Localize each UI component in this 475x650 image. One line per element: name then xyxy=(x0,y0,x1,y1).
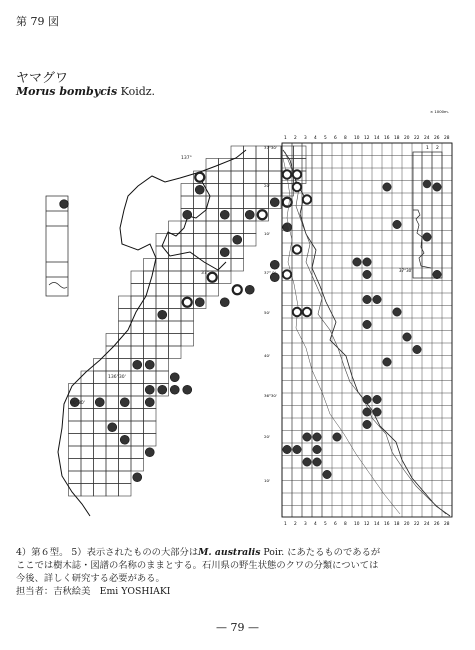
profile-tick: 5 xyxy=(324,522,327,527)
map-cell xyxy=(106,446,119,459)
map-filled-dot xyxy=(133,360,142,369)
inset-tick: 2 xyxy=(436,146,439,151)
profile-filled-dot xyxy=(423,233,431,241)
map-cell xyxy=(144,334,157,347)
map-cell xyxy=(231,209,244,222)
map-cell xyxy=(131,409,144,422)
profile-filled-dot xyxy=(303,458,311,466)
map-cell xyxy=(269,159,282,172)
footnote-line-3: 今後、詳しく研究する必要がある。 xyxy=(16,573,165,584)
map-filled-dot xyxy=(145,448,154,457)
profile-lat-label: 36°30' xyxy=(264,393,277,398)
map-cell xyxy=(119,309,132,322)
map-cell xyxy=(131,384,144,397)
map-filled-dot xyxy=(158,310,167,319)
map-cell xyxy=(156,334,169,347)
footnote xyxy=(16,546,461,598)
profile-tick: 5 xyxy=(324,136,327,141)
map-cell xyxy=(106,359,119,372)
map-cell xyxy=(94,471,107,484)
map-cell xyxy=(131,421,144,434)
map-cell xyxy=(81,446,94,459)
map-cell xyxy=(131,321,144,334)
map-cell xyxy=(181,196,194,209)
profile-tick: 12 xyxy=(364,522,370,527)
profile-tick: 4 xyxy=(314,136,317,141)
meridian-label: 136°30' xyxy=(108,375,126,380)
map-filled-dot xyxy=(220,298,229,307)
map-cell xyxy=(156,271,169,284)
map-cell xyxy=(106,434,119,447)
map-cell xyxy=(219,259,232,272)
map-filled-dot xyxy=(120,435,129,444)
map-cell xyxy=(81,421,94,434)
map-open-dot xyxy=(233,285,242,294)
profile-tick: 14 xyxy=(374,136,380,141)
profile-tick: 8 xyxy=(344,136,347,141)
map-filled-dot xyxy=(170,373,179,382)
map-cell xyxy=(194,196,207,209)
profile-filled-dot xyxy=(373,395,381,403)
map-cell xyxy=(144,434,157,447)
map-cell xyxy=(94,446,107,459)
map-cell xyxy=(169,259,182,272)
profile-filled-dot xyxy=(363,270,371,278)
map-cell xyxy=(194,259,207,272)
profile-filled-dot xyxy=(363,408,371,416)
profile-filled-dot xyxy=(313,445,321,453)
map-cell xyxy=(231,221,244,234)
map-cell xyxy=(156,259,169,272)
map-cell xyxy=(194,246,207,259)
species-japanese-name: ヤマグワ xyxy=(16,71,69,86)
profile-filled-dot xyxy=(363,295,371,303)
map-cell xyxy=(69,471,82,484)
map-cell xyxy=(144,309,157,322)
map-filled-dot xyxy=(95,398,104,407)
profile-tick: 24 xyxy=(424,136,430,141)
map-filled-dot xyxy=(220,210,229,219)
map-filled-dot xyxy=(183,210,192,219)
map-cell xyxy=(194,221,207,234)
map-cell xyxy=(94,484,107,497)
map-cell xyxy=(106,334,119,347)
meridian-label: 137° xyxy=(181,156,192,161)
inset-map xyxy=(46,196,68,296)
profile-lat-label: 37°30' xyxy=(264,145,277,150)
map-cell xyxy=(131,334,144,347)
profile-filled-dot xyxy=(313,433,321,441)
inset-tick: 1 xyxy=(426,146,429,151)
map-cell xyxy=(131,371,144,384)
map-open-dot xyxy=(195,173,204,182)
map-cell xyxy=(194,284,207,297)
map-cell xyxy=(256,171,269,184)
profile-tick: 14 xyxy=(374,522,380,527)
map-cell xyxy=(119,421,132,434)
map-open-dot xyxy=(258,210,267,219)
profile-tick: 10 xyxy=(354,136,360,141)
map-cell xyxy=(219,234,232,247)
map-cell xyxy=(269,184,282,197)
map-cell xyxy=(119,409,132,422)
map-cell xyxy=(144,409,157,422)
map-cell xyxy=(69,434,82,447)
map-cell xyxy=(119,346,132,359)
map-cell xyxy=(106,409,119,422)
map-cell xyxy=(206,234,219,247)
map-cell xyxy=(169,284,182,297)
map-cell xyxy=(169,246,182,259)
profile-tick: 26 xyxy=(434,522,440,527)
map-cell xyxy=(244,146,257,159)
map-cell xyxy=(94,421,107,434)
profile-filled-dot xyxy=(363,258,371,266)
map-filled-dot xyxy=(220,248,229,257)
profile-filled-dot xyxy=(383,358,391,366)
map-cell xyxy=(94,371,107,384)
profile-filled-dot xyxy=(363,420,371,428)
map-cell xyxy=(94,459,107,472)
footnote-line-1: 4）第６型。 5）表示されたものの大部分はM. australis Poir. にあたるものであるが xyxy=(16,547,381,558)
profile-filled-dot xyxy=(373,295,381,303)
map-cell xyxy=(244,184,257,197)
profile-tick: 16 xyxy=(384,522,390,527)
map-cell xyxy=(131,434,144,447)
map-cell xyxy=(156,284,169,297)
profile-filled-dot xyxy=(373,408,381,416)
map-cell xyxy=(206,246,219,259)
profile-tick: 28 xyxy=(444,136,450,141)
map-cell xyxy=(156,321,169,334)
profile-scale-unit: × 1000m. xyxy=(430,109,449,114)
map-cell xyxy=(231,171,244,184)
map-cell xyxy=(106,384,119,397)
species-binomial: Morus bombycis xyxy=(16,85,118,98)
map-cell xyxy=(244,171,257,184)
map-filled-dot xyxy=(145,385,154,394)
profile-filled-dot xyxy=(413,345,421,353)
map-cell xyxy=(69,409,82,422)
profile-open-dot xyxy=(293,170,301,178)
map-filled-dot xyxy=(270,260,279,269)
meridian-label: 36°30' xyxy=(70,401,85,406)
profile-tick: 20 xyxy=(404,136,410,141)
profile-lat-label: 10' xyxy=(264,231,271,236)
footnote-species: M. australis xyxy=(198,547,261,558)
map-cell xyxy=(169,221,182,234)
altitude-profile xyxy=(264,135,452,527)
map-cell xyxy=(106,396,119,409)
map-cell xyxy=(156,296,169,309)
profile-filled-dot xyxy=(393,220,401,228)
profile-inset xyxy=(399,145,442,278)
profile-filled-dot xyxy=(393,308,401,316)
map-cell xyxy=(206,221,219,234)
map-cell xyxy=(169,309,182,322)
map-filled-dot xyxy=(270,198,279,207)
profile-tick: 1 xyxy=(284,522,287,527)
map-cell xyxy=(244,221,257,234)
profile-filled-dot xyxy=(403,333,411,341)
map-cell xyxy=(181,321,194,334)
coastline xyxy=(58,150,246,516)
profile-filled-dot xyxy=(323,470,331,478)
map-cell xyxy=(181,184,194,197)
profile-tick: 20 xyxy=(404,522,410,527)
map-cell xyxy=(119,334,132,347)
map-cell xyxy=(144,421,157,434)
footnote-line-2: ここでは樹木誌・図譜の名称のままとする。石川県の野生状態のクワの分類については xyxy=(16,560,379,571)
map-cell xyxy=(81,484,94,497)
map-cell xyxy=(181,221,194,234)
profile-lat-label: 20' xyxy=(264,434,271,439)
profile-lat-label: 37° 0' xyxy=(264,270,276,275)
map-cell xyxy=(219,196,232,209)
map-filled-dot xyxy=(133,473,142,482)
map-cell xyxy=(269,171,282,184)
map-cell xyxy=(169,296,182,309)
profile-open-dot xyxy=(303,308,311,316)
map-cell xyxy=(119,446,132,459)
profile-filled-dot xyxy=(353,258,361,266)
profile-tick: 2 xyxy=(294,136,297,141)
map-filled-dot xyxy=(195,298,204,307)
map-cell xyxy=(169,334,182,347)
profile-filled-dot xyxy=(433,270,441,278)
profile-filled-dot xyxy=(333,433,341,441)
map-cell xyxy=(119,484,132,497)
page-number: — 79 — xyxy=(216,621,259,634)
profile-tick: 16 xyxy=(384,136,390,141)
profile-open-dot xyxy=(283,170,291,178)
profile-tick: 24 xyxy=(424,522,430,527)
map-filled-dot xyxy=(108,423,117,432)
map-filled-dot xyxy=(195,185,204,194)
profile-tick: 3 xyxy=(304,522,307,527)
map-cell xyxy=(94,409,107,422)
profile-tick: 10 xyxy=(354,522,360,527)
map-cell xyxy=(281,184,294,197)
map-cell xyxy=(244,234,257,247)
coastline-path xyxy=(162,178,226,270)
map-cell xyxy=(131,284,144,297)
map-cell xyxy=(69,446,82,459)
map-filled-dot xyxy=(183,385,192,394)
profile-tick: 6 xyxy=(334,136,337,141)
map-cell xyxy=(231,246,244,259)
map-cell xyxy=(244,196,257,209)
map-cell xyxy=(131,271,144,284)
map-cell xyxy=(81,384,94,397)
footnote-line-4: 担当者：吉秋絵美 Emi YOSHIAKI xyxy=(16,586,171,597)
profile-lat-label: 20' xyxy=(264,183,271,188)
profile-tick: 3 xyxy=(304,136,307,141)
map-cell xyxy=(69,459,82,472)
map-cell xyxy=(81,409,94,422)
map-cell xyxy=(131,346,144,359)
map-cell xyxy=(231,196,244,209)
map-cell xyxy=(119,296,132,309)
map-cell xyxy=(294,159,307,172)
profile-tick: 4 xyxy=(314,522,317,527)
profile-tick: 22 xyxy=(414,136,420,141)
profile-tick: 2 xyxy=(294,522,297,527)
map-cell xyxy=(256,196,269,209)
profile-tick: 22 xyxy=(414,522,420,527)
map-open-dot xyxy=(183,298,192,307)
map-cell xyxy=(181,259,194,272)
profile-tick: 8 xyxy=(344,522,347,527)
map-cell xyxy=(119,459,132,472)
map-cell xyxy=(169,346,182,359)
profile-filled-dot xyxy=(383,183,391,191)
map-cell xyxy=(219,271,232,284)
map-cell xyxy=(219,171,232,184)
map-cell xyxy=(81,434,94,447)
map-cell xyxy=(169,271,182,284)
profile-tick: 18 xyxy=(394,136,400,141)
map-cell xyxy=(69,421,82,434)
profile-lat-label: 10' xyxy=(264,478,271,483)
profile-filled-dot xyxy=(433,183,441,191)
profile-open-dot xyxy=(293,245,301,253)
profile-filled-dot xyxy=(363,395,371,403)
inset-lat-label: 37°30' xyxy=(399,268,413,273)
map-cell xyxy=(206,171,219,184)
profile-lat-label: 40' xyxy=(264,353,271,358)
map-cell xyxy=(219,184,232,197)
map-cell xyxy=(181,271,194,284)
profile-tick: 18 xyxy=(394,522,400,527)
profile-lat-label: 50' xyxy=(264,310,271,315)
map-filled-dot xyxy=(158,385,167,394)
map-cell xyxy=(81,471,94,484)
map-cell xyxy=(144,284,157,297)
map-cell xyxy=(169,321,182,334)
profile-filled-dot xyxy=(283,445,291,453)
map-cell xyxy=(106,471,119,484)
map-cell xyxy=(181,309,194,322)
profile-filled-dot xyxy=(313,458,321,466)
profile-open-dot xyxy=(293,183,301,191)
meridian-label: 37° xyxy=(201,271,209,276)
map-cell xyxy=(119,471,132,484)
coastline-path xyxy=(58,150,246,516)
profile-tick: 1 xyxy=(284,136,287,141)
profile-inset-dot xyxy=(423,180,431,188)
map-cell xyxy=(181,284,194,297)
map-cell xyxy=(231,259,244,272)
map-filled-dot xyxy=(245,285,254,294)
map-cell xyxy=(294,146,307,159)
map-cell xyxy=(144,271,157,284)
map-cell xyxy=(206,184,219,197)
map-cell xyxy=(231,184,244,197)
species-author: Koidz. xyxy=(120,85,156,98)
map-filled-dot xyxy=(120,398,129,407)
profile-open-dot xyxy=(293,308,301,316)
profile-open-dot xyxy=(283,270,291,278)
map-cell xyxy=(106,484,119,497)
map-cell xyxy=(231,159,244,172)
profile-filled-dot xyxy=(293,445,301,453)
map-cell xyxy=(119,359,132,372)
map-cell xyxy=(144,346,157,359)
map-cell xyxy=(144,321,157,334)
map-filled-dot xyxy=(145,360,154,369)
map-filled-dot xyxy=(145,398,154,407)
map-grid xyxy=(69,146,307,496)
map-cell xyxy=(156,371,169,384)
profile-tick: 26 xyxy=(434,136,440,141)
map-cell xyxy=(156,346,169,359)
inset-filled-circle xyxy=(60,200,69,209)
map-cell xyxy=(219,221,232,234)
map-filled-dot xyxy=(233,235,242,244)
map-cell xyxy=(94,384,107,397)
profile-tick: 6 xyxy=(334,522,337,527)
map-open-dot xyxy=(208,273,217,282)
map-filled-dot xyxy=(245,210,254,219)
map-cell xyxy=(181,334,194,347)
figure-number: 第 79 図 xyxy=(16,15,59,28)
map-cell xyxy=(194,234,207,247)
map-cell xyxy=(131,446,144,459)
map-cell xyxy=(106,459,119,472)
map-cell xyxy=(156,359,169,372)
profile-tick: 28 xyxy=(444,522,450,527)
map-cell xyxy=(256,159,269,172)
map-cell xyxy=(94,434,107,447)
map-filled-dot xyxy=(170,385,179,394)
map-cell xyxy=(206,284,219,297)
map-cell xyxy=(144,371,157,384)
profile-tick: 12 xyxy=(364,136,370,141)
map-cell xyxy=(244,159,257,172)
map-cell xyxy=(131,459,144,472)
map-cell xyxy=(81,459,94,472)
map-cell xyxy=(81,371,94,384)
map-cell xyxy=(206,209,219,222)
map-cell xyxy=(131,396,144,409)
map-cell xyxy=(181,234,194,247)
profile-open-dot xyxy=(303,195,311,203)
profile-filled-dot xyxy=(303,433,311,441)
map-cell xyxy=(119,384,132,397)
profile-filled-dot xyxy=(363,320,371,328)
